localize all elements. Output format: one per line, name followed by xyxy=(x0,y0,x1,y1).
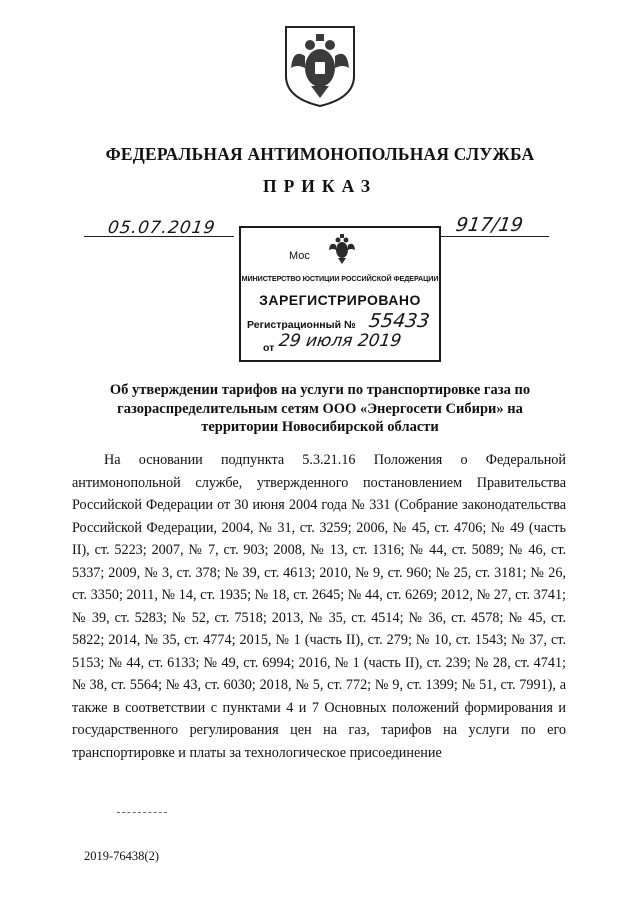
document-title: Об утверждении тарифов на услуги по транспортировке газа по газораспределительным сетям ООО «Энергосети Сибири» на территории Новосибирской области xyxy=(109,382,531,435)
document-type: ПРИКАЗ xyxy=(262,176,378,196)
order-number: 917/19 xyxy=(454,214,525,236)
number-underline xyxy=(437,236,549,237)
registration-stamp xyxy=(239,226,441,362)
stamp-city: Мос xyxy=(289,250,310,262)
stamp-ministry: МИНИСТЕРСТВО ЮСТИЦИИ РОССИЙСКОЙ ФЕДЕРАЦИИ xyxy=(241,274,439,283)
body-paragraph: На основании подпункта 5.3.21.16 Положения о Федеральной антимонопольной службе, утвержденного постановлением Правительства Российской Федерации от 30 июня 2004 года № 331 (Собрание законодательства Российской Федерации, 2004, № 31, ст. 3259; 2006, № 45, ст. 4706; № 49 (часть II), ст. 5223; 2007, № 7, ст. 903; 2008, № 13, ст. 1316; № 44, ст. 5089; № 46, ст. 5337; 2009, № 3, ст. 378; № 39, ст. 4613; 2010, № 9, ст. 960; № 25, ст. 3181; № 26, ст. 3350; 2011, № 14, ст. 1935; № 18, ст. 2645; № 44, ст. 6269; 2012, № 27, ст. 3741; № 39, ст. 5283; № 52, ст. 7518; 2013, № 35, ст. 4514; № 36, ст. 4578; № 45, ст. 5822; 2014, № 35, ст. 4774; 2015, № 1 (часть II), ст. 279; № 10, ст. 1543; № 37, ст. 5153; № 44, ст. 6133; № 49, ст. 6994; 2016, № 1 (часть II), ст. 239; № 28, ст. 4741; № 38, ст. 5564; № 43, ст. 6030; 2018, № 5, ст. 772; № 9, ст. 1399; № 51, ст. 7991), а также в соответствии с пунктами 4 и 7 Основных положений формирования и государственного регулирования цен на газ, тарифов на услуги по его транспортировке и платы за технологическое присоединение xyxy=(72,452,566,761)
stamp-reg-date: 29 июля 2019 xyxy=(277,331,403,351)
stamp-status: ЗАРЕГИСТРИРОВАНО xyxy=(259,292,421,308)
double-headed-eagle-icon xyxy=(283,24,357,108)
date-underline xyxy=(84,236,234,237)
stamp-reg-number: 55433 xyxy=(367,310,431,332)
order-date: 05.07.2019 xyxy=(106,218,217,238)
organization-name: ФЕДЕРАЛЬНАЯ АНТИМОНОПОЛЬНАЯ СЛУЖБА xyxy=(105,144,535,164)
stamp-from-label: от xyxy=(263,342,275,354)
footnote-separator xyxy=(117,812,167,813)
document-code: 2019-76438(2) xyxy=(84,849,159,863)
double-headed-eagle-icon xyxy=(327,232,357,266)
stamp-reg-label: Регистрационный № xyxy=(247,319,356,331)
